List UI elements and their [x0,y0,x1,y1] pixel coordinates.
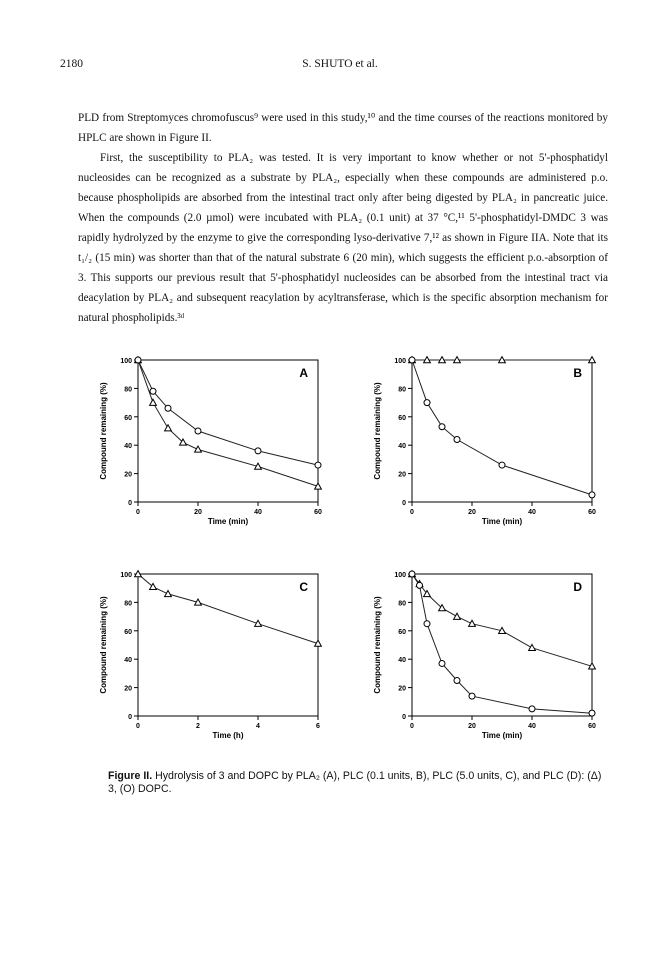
chart-b-svg [366,352,606,552]
triangle-point [150,399,157,405]
figure-caption [108,770,608,796]
x-tick-label: 60 [588,723,596,730]
running-head: S. SHUTO et al. [302,58,378,70]
x-tick-label: 20 [468,509,476,516]
y-tick-label: 20 [398,685,406,693]
circle-series-line [412,574,592,713]
panel-label: B [573,366,582,380]
figure-panel-b [366,352,606,552]
y-axis-label: Compound remaining (%) [99,596,108,694]
body-text [78,108,608,328]
chart-a-svg [92,352,332,552]
circle-point [315,462,321,468]
circle-point [409,571,415,577]
y-tick-label: 20 [124,471,132,479]
y-axis-label: Compound remaining (%) [373,596,382,694]
y-tick-label: 80 [124,600,132,608]
x-tick-label: 4 [256,723,260,730]
y-axis-label: Compound remaining (%) [99,382,108,480]
circle-series-line [138,360,318,465]
y-tick-label: 20 [398,471,406,479]
circle-point [439,660,445,666]
triangle-point [454,613,461,619]
x-tick-label: 60 [314,509,322,516]
y-tick-label: 100 [120,358,132,365]
circle-point [439,424,445,430]
x-axis-label: Time (min) [481,517,523,526]
circle-point [499,462,505,468]
circle-point [589,710,595,716]
circle-point [417,582,423,588]
circle-point [195,428,201,434]
y-tick-label: 40 [398,443,406,451]
paragraph-2: First, the susceptibility to PLA₂ was tested. It is very important to know whether or not 5'-phosphatidyl nucleosides can be recognized as a substrate by PLA₂, especially when these compounds are administered p.o. because phospholipids are absorbed from the intestinal tract only after being digested by PLA₂ in pancreatic juice. When the compounds (2.0 µmol) were incubated with PLA₂ (0.1 unit) at 37 °C,¹¹ 5'-phosphatidyl-DMDC 3 was rapidly hydrolyzed by the enzyme to give the corresponding lyso-derivative 7,¹² as shown in Figure IIA. Note that its t₁/₂ (15 min) was shorter than that of the natural substrate 6 (20 min), which suggests the efficient p.o.-absorption of 3. This supports our previous result that 5'-phosphatidyl nucleosides can be absorbed from the intestinal tract via deacylation by PLA₂ and subsequent reacylation by acyltransferase, which is the specific absorption mechanism for natural phospholipids.³ᵈ [78,152,608,324]
y-tick-label: 60 [398,414,406,422]
panel-label: D [573,580,582,594]
triangle-point [165,590,172,596]
figure-panel-c [92,566,332,766]
y-tick-label: 0 [402,714,406,721]
circle-point [589,492,595,498]
triangle-point [469,620,476,626]
x-tick-label: 0 [410,723,414,730]
x-tick-label: 40 [528,509,536,516]
y-tick-label: 20 [124,685,132,693]
circle-point [529,706,535,712]
paragraph-1: PLD from Streptomyces chromofuscus⁹ were used in this study,¹⁰ and the time courses of the reactions monitored by HPLC are shown in Figure II. [78,112,608,144]
circle-point [454,678,460,684]
triangle-point [165,425,172,431]
y-tick-label: 0 [402,500,406,507]
x-tick-label: 0 [410,509,414,516]
x-tick-label: 20 [194,509,202,516]
y-axis-label: Compound remaining (%) [373,382,382,480]
y-tick-label: 80 [398,600,406,608]
y-tick-label: 40 [398,657,406,665]
panel-label: C [299,580,308,594]
circle-point [424,621,430,627]
plot-frame [412,360,592,502]
triangle-series-line [138,574,318,644]
caption-label: Figure II. [108,770,153,782]
panel-label: A [299,366,308,380]
circle-point [255,448,261,454]
x-tick-label: 40 [254,509,262,516]
triangle-series-line [412,574,592,666]
circle-point [135,357,141,363]
circle-point [409,357,415,363]
y-tick-label: 80 [398,386,406,394]
plot-frame [412,574,592,716]
x-tick-label: 60 [588,509,596,516]
triangle-series-line [138,360,318,486]
chart-c-svg [92,566,332,766]
x-tick-label: 20 [468,723,476,730]
y-tick-label: 60 [124,628,132,636]
y-tick-label: 0 [128,500,132,507]
y-tick-label: 0 [128,714,132,721]
y-tick-label: 60 [124,414,132,422]
circle-point [150,388,156,394]
x-tick-label: 6 [316,723,320,730]
x-axis-label: Time (min) [207,517,249,526]
chart-d-svg [366,566,606,766]
y-tick-label: 80 [124,386,132,394]
y-tick-label: 60 [398,628,406,636]
y-tick-label: 40 [124,443,132,451]
x-tick-label: 40 [528,723,536,730]
triangle-point [529,644,536,650]
x-tick-label: 2 [196,723,200,730]
circle-point [454,437,460,443]
x-tick-label: 0 [136,723,140,730]
x-axis-label: Time (min) [481,731,523,740]
y-tick-label: 100 [120,572,132,579]
circle-point [424,400,430,406]
triangle-point [195,446,202,452]
circle-point [469,693,475,699]
x-axis-label: Time (h) [212,731,244,740]
running-header [60,58,620,74]
y-tick-label: 100 [394,572,406,579]
caption-text: Hydrolysis of 3 and DOPC by PLA₂ (A), PLC (0.1 units, B), PLC (5.0 units, C), and PLC (D): (Δ) 3, (O) DOPC. [108,770,602,795]
y-tick-label: 100 [394,358,406,365]
x-tick-label: 0 [136,509,140,516]
figure-panel-a [92,352,332,552]
circle-point [165,405,171,411]
figure-panel-d [366,566,606,766]
y-tick-label: 40 [124,657,132,665]
page-number: 2180 [60,58,83,70]
